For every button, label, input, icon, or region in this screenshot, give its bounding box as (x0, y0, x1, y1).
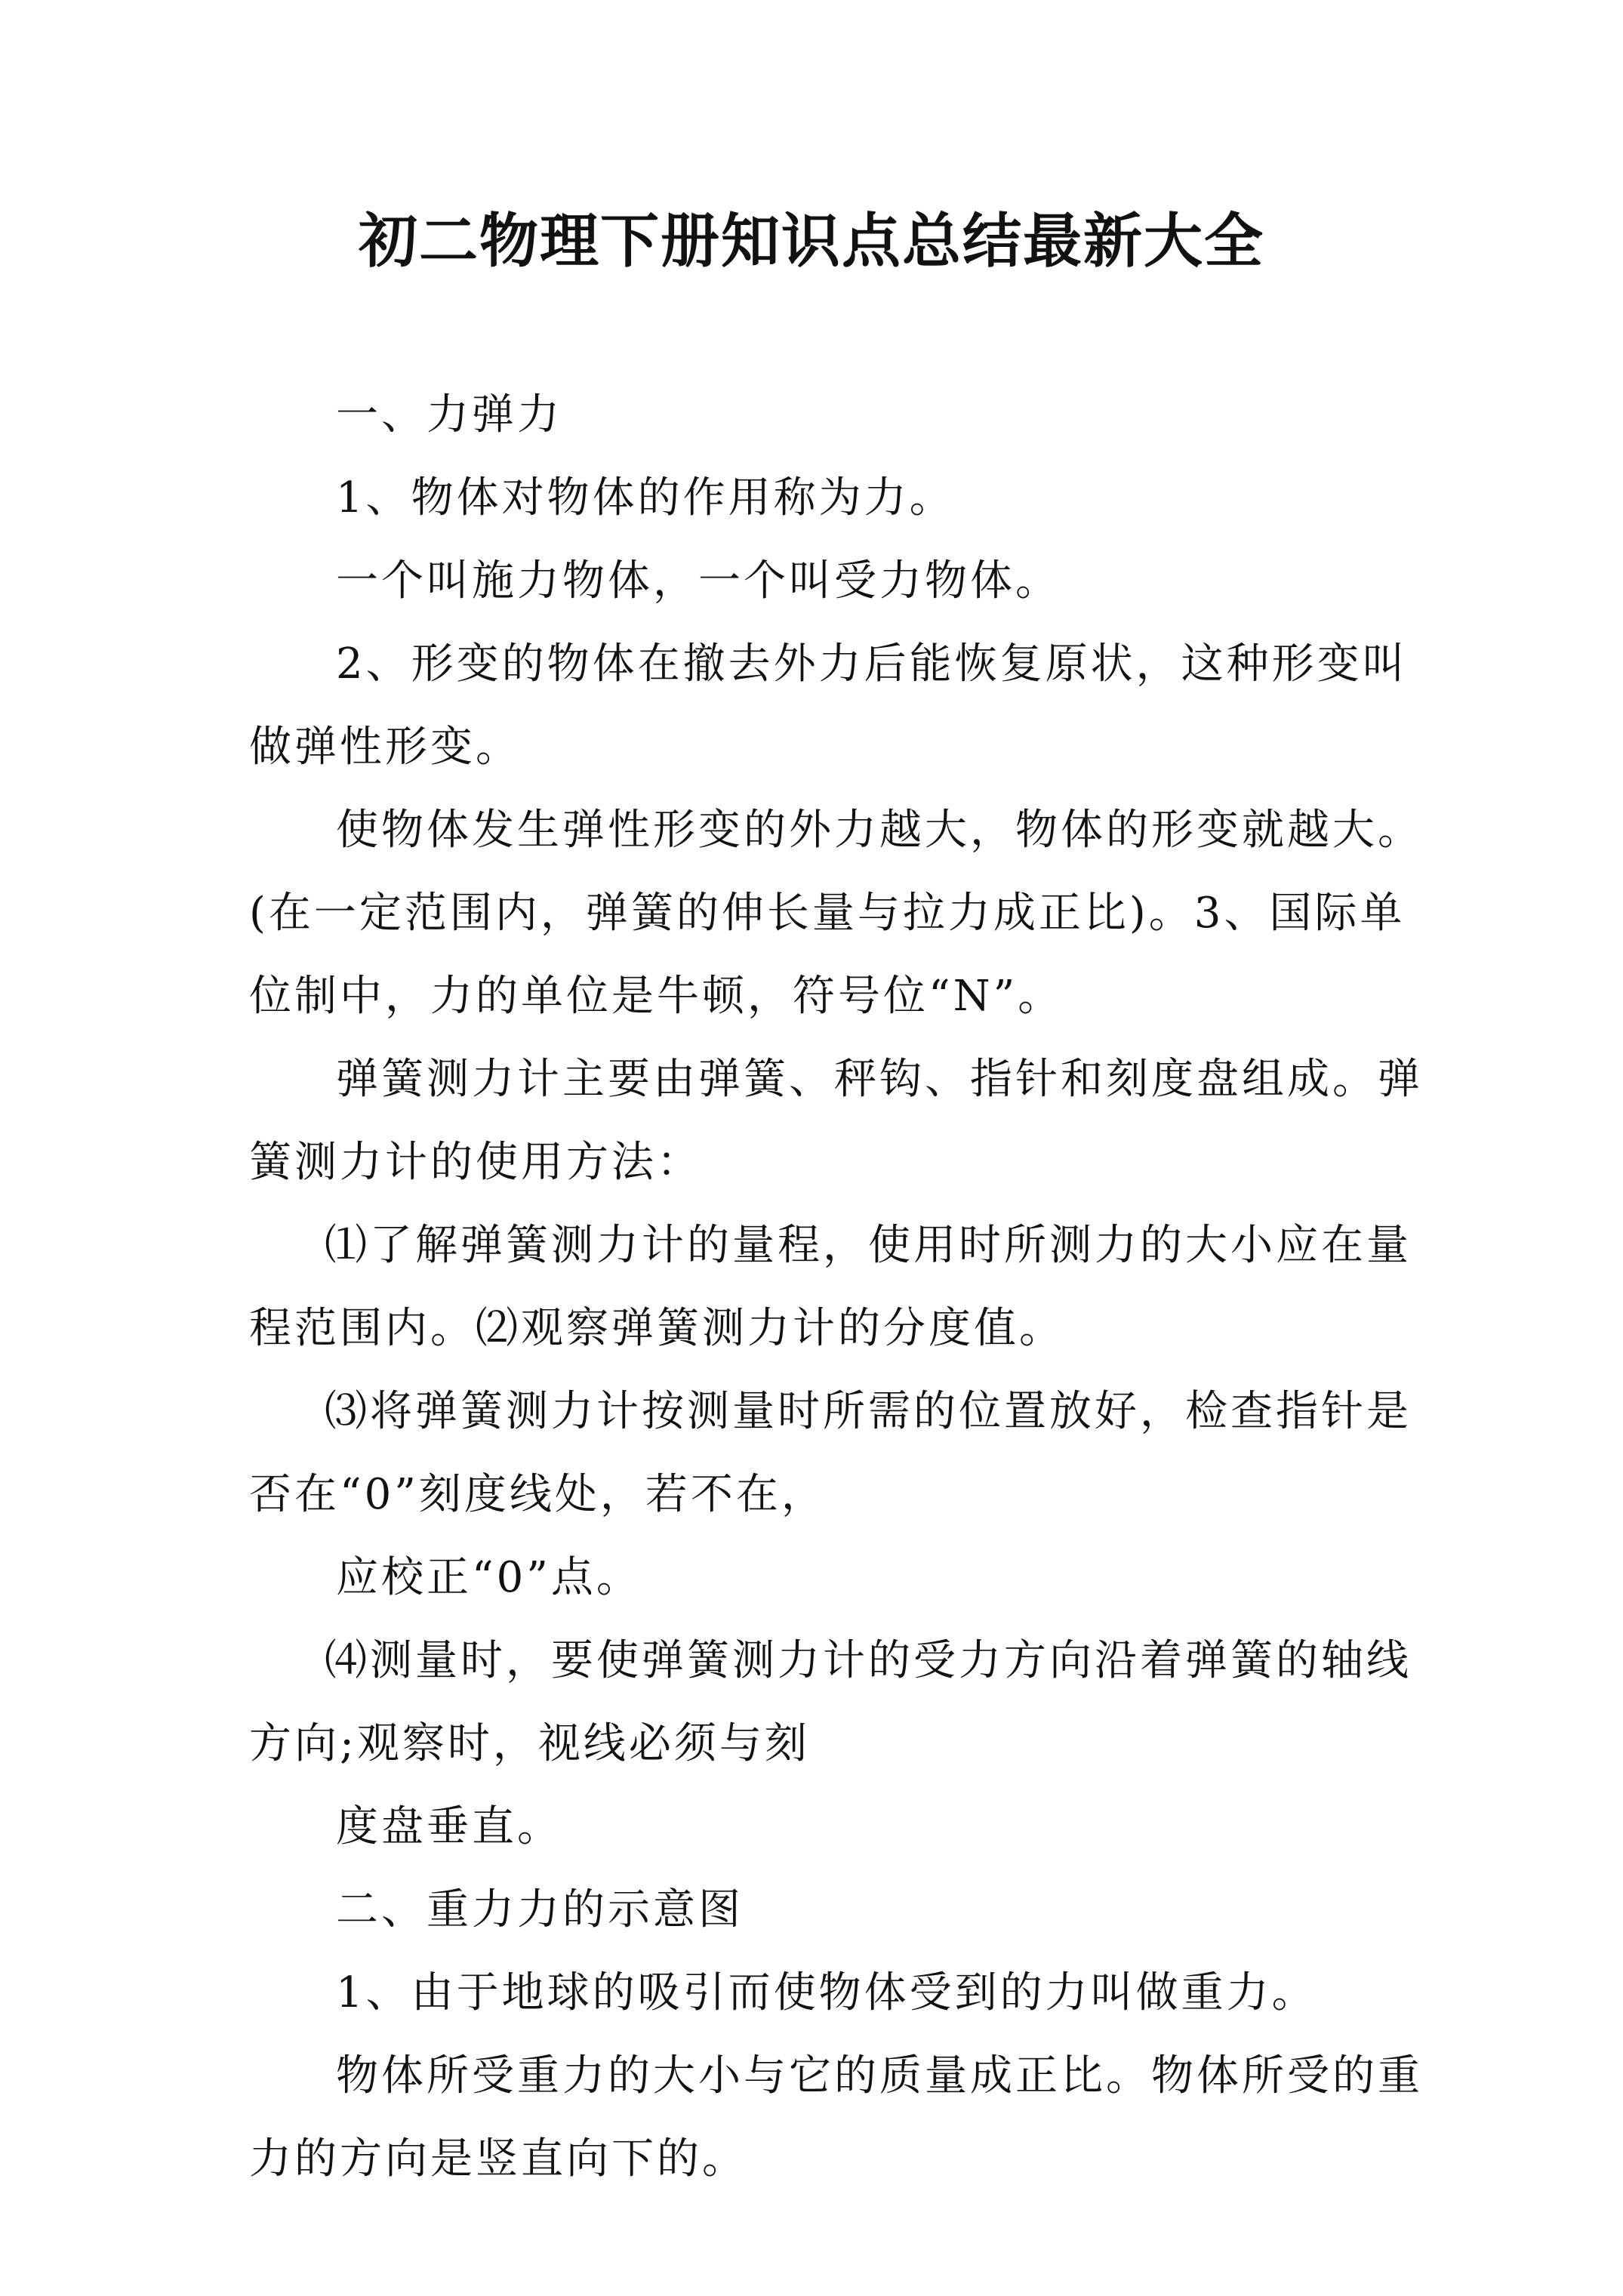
section-heading-1: 一、力弹力 (336, 390, 562, 439)
paragraph-line: 力的方向是竖直向下的。 (249, 2134, 747, 2184)
paragraph-line: ⑴了解弹簧测力计的量程，使用时所测力的大小应在量 (325, 1221, 1412, 1270)
paragraph-line: 方向;观察时，视线必须与刻 (249, 1719, 810, 1768)
paragraph-line: 1、物体对物体的作用称为力。 (336, 473, 955, 522)
paragraph-line: 否在“0”刻度线处，若不在， (249, 1470, 827, 1519)
paragraph-line: 位制中，力的单位是牛顿，符号位“N”。 (249, 972, 1064, 1021)
paragraph-line: 一个叫施力物体，一个叫受力物体。 (336, 556, 1061, 606)
paragraph-line: 应校正“0”点。 (336, 1553, 642, 1602)
paragraph-line: 2、形变的物体在撤去外力后能恢复原状，这种形变叫 (336, 639, 1408, 689)
paragraph-line: 物体所受重力的大小与它的质量成正比。物体所受的重 (336, 2051, 1423, 2100)
paragraph-line: (在一定范围内，弹簧的伸长量与拉力成正比)。3、国际单 (249, 889, 1406, 938)
paragraph-line: ⑷测量时，要使弹簧测力计的受力方向沿着弹簧的轴线 (325, 1636, 1412, 1685)
document-title: 初二物理下册知识点总结最新大全 (358, 207, 1264, 276)
paragraph-line: ⑶将弹簧测力计按测量时所需的位置放好，检查指针是 (325, 1387, 1412, 1436)
section-heading-2: 二、重力力的示意图 (336, 1885, 744, 1934)
paragraph-line: 做弹性形变。 (249, 723, 521, 772)
paragraph-line: 使物体发生弹性形变的外力越大，物体的形变就越大。 (336, 806, 1423, 855)
paragraph-line: 弹簧测力计主要由弹簧、秤钩、指针和刻度盘组成。弹 (336, 1055, 1423, 1104)
paragraph-line: 程范围内。⑵观察弹簧测力计的分度值。 (249, 1304, 1064, 1353)
paragraph-line: 度盘垂直。 (336, 1802, 562, 1851)
paragraph-line: 1、由于地球的吸引而使物体受到的力叫做重力。 (336, 1968, 1317, 2017)
paragraph-line: 簧测力计的使用方法： (249, 1138, 702, 1187)
